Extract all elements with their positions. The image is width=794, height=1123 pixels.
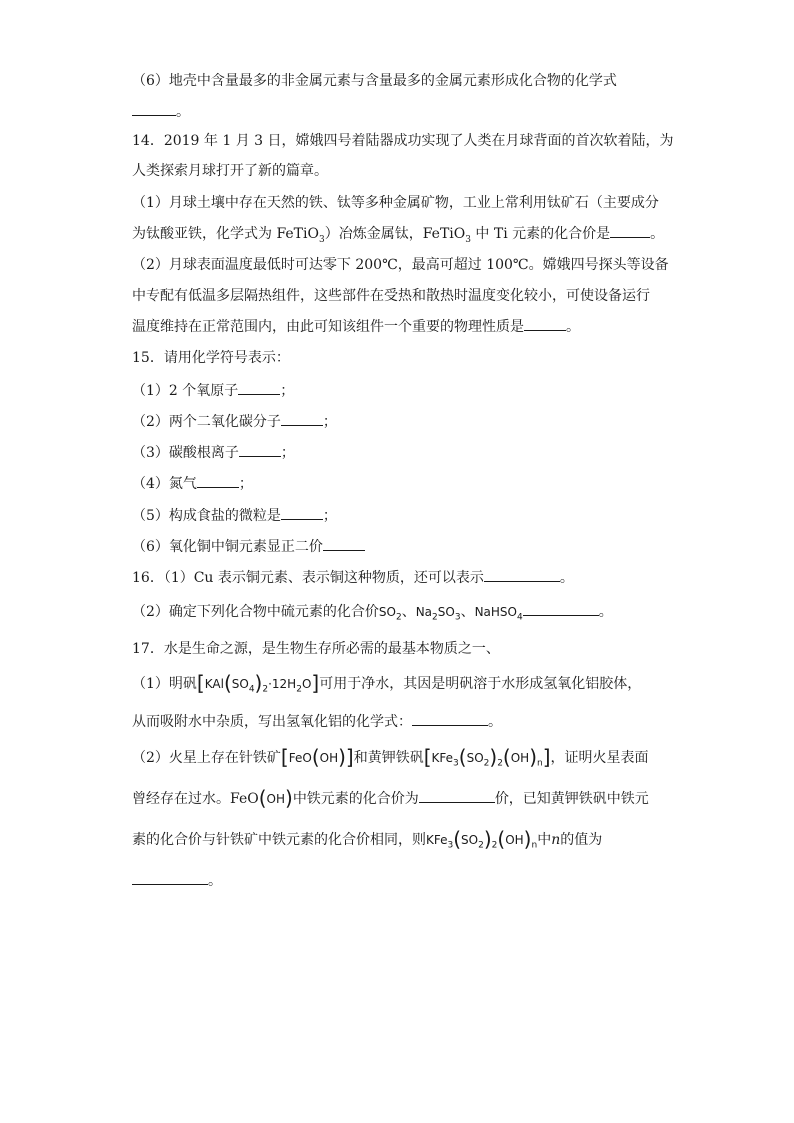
answer-blank[interactable]	[524, 316, 566, 331]
q17-part2-line3: 素的化合价与针铁矿中铁元素的化合价相同，则$KFe_3(SO_2)_2(OH)_n$中n的值为	[132, 827, 603, 851]
answer-blank[interactable]	[323, 536, 365, 551]
q16-part1: 16．（1）Cu 表示铜元素、表示铜这种物质，还可以表示 。	[132, 567, 574, 588]
formula-alum: $[KAl(SO_4)_2\cdot 12H_2O]$	[196, 671, 320, 695]
formula-so2: $SO_2$	[378, 605, 402, 623]
q17-part1-line2: 从而吸附水中杂质，写出氢氧化铝的化学式： 。	[132, 711, 502, 732]
formula-na2so3: $Na_2SO_3$	[415, 605, 461, 623]
answer-blank[interactable]	[523, 601, 599, 616]
answer-blank[interactable]	[132, 870, 208, 885]
answer-blank[interactable]	[238, 380, 280, 395]
answer-blank[interactable]	[239, 442, 281, 457]
q15-stem: 15．请用化学符号表示：	[132, 350, 290, 366]
q17-part2-line4: 。	[132, 870, 222, 891]
q15-item-1: （1）2 个氧原子 ；	[132, 380, 294, 401]
q14-part1-line2: 为钛酸亚铁，化学式为 FeTiO$_3$）冶炼金属钛，FeTiO$_3$ 中 Ti 元素的化合价是 。	[132, 223, 664, 250]
q15-item-3: （3）碳酸根离子 ；	[132, 442, 295, 463]
formula-nahso4: NaHSO$_4$	[474, 605, 523, 623]
q13-part6-text: （6）地壳中含量最多的非金属元素与含量最多的金属元素形成化合物的化学式	[132, 73, 617, 89]
answer-blank[interactable]	[281, 505, 323, 520]
q17-part2-line2: 曾经存在过水。FeO(OH)中铁元素的化合价为 价，已知黄钾铁矾中铁元	[132, 786, 649, 810]
q14-part2-line3: 温度维持在正常范围内，由此可知该组件一个重要的物理性质是 。	[132, 316, 580, 337]
answer-blank[interactable]	[419, 788, 495, 803]
answer-blank[interactable]	[412, 711, 488, 726]
answer-blank[interactable]	[484, 567, 560, 582]
q15-item-5: （5）构成食盐的微粒是 ；	[132, 505, 337, 526]
q15-item-6: （6）氧化铜中铜元素显正二价	[132, 536, 365, 557]
q14-part1-line1: （1）月球土壤中存在天然的铁、钛等多种金属矿物，工业上常利用钛矿石（主要成分	[132, 195, 659, 211]
answer-blank[interactable]	[281, 411, 323, 426]
q14-part2-line1: （2）月球表面温度最低时可达零下 200℃，最高可超过 100℃。嫦娥四号探头等设备	[132, 257, 669, 273]
q17-stem: 17．水是生命之源，是生物生存所必需的最基本物质之一、	[132, 641, 500, 657]
q17-part2-line1: （2）火星上存在针铁矿[FeO(OH)]和黄钾铁矾$[KFe_3(SO_2)_2(OH)_n]$，证明火星表面	[132, 745, 649, 769]
q14-stem-line1: 14．2019 年 1 月 3 日，嫦娥四号着陆器成功实现了人类在月球背面的首次软着陆，为	[132, 133, 674, 149]
q15-item-4: （4）氮气 ；	[132, 473, 253, 494]
answer-blank[interactable]	[197, 473, 239, 488]
formula-jarosite-2: $KFe_3(SO_2)_2(OH)_n$	[426, 827, 538, 851]
answer-blank[interactable]	[610, 223, 650, 238]
answer-blank[interactable]	[132, 101, 176, 116]
formula-jarosite: $[KFe_3(SO_2)_2(OH)_n]$	[423, 745, 551, 769]
q15-item-2: （2）两个二氧化碳分子 ；	[132, 411, 337, 432]
q14-stem-line2: 人类探索月球打开了新的篇章。	[132, 163, 328, 179]
q16-part2: （2）确定下列化合物中硫元素的化合价$SO_2$、$Na_2SO_3$、NaHSO$_4$ 。	[132, 601, 613, 627]
q14-part2-line2: 中专配有低温多层隔热组件，这些部件在受热和散热时温度变化较小，可使设备运行	[132, 288, 650, 304]
q13-part6-answer-line: 。	[132, 101, 190, 122]
formula-goethite: [FeO(OH)]	[280, 745, 354, 769]
q17-part1-line1: （1）明矾$[KAl(SO_4)_2\cdot 12H_2O]$可用于净水，其因是明矾溶于水形成氢氧化铝胶体，	[132, 671, 642, 695]
